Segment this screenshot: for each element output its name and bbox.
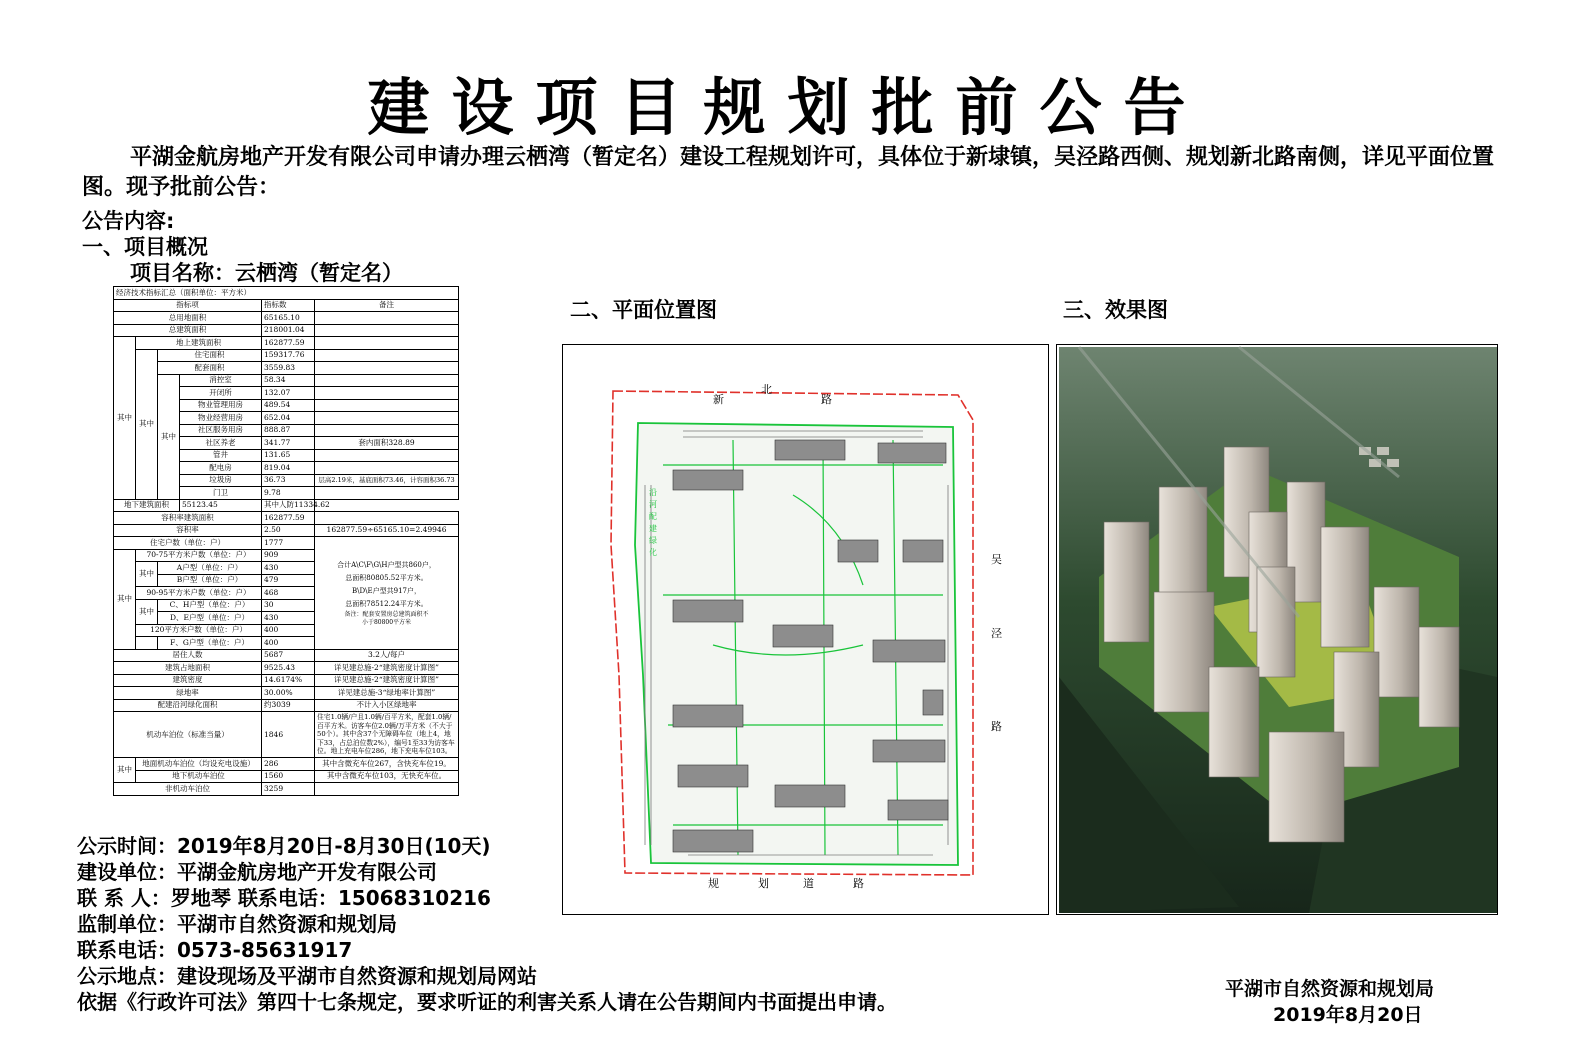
table-row [114,287,459,300]
table-cell [136,637,158,650]
map-label: 道 [803,877,814,890]
table-cell: 居住人数 [114,649,262,662]
table-cell [315,783,459,796]
table-cell: 286 [262,758,315,771]
table-cell: 开闭所 [180,387,262,400]
signature-date: 2019年8月20日 [1273,1004,1423,1026]
table-cell: 36.73 [262,474,315,487]
table-cell: 总建筑面积 [114,324,262,337]
map-label: 配 [649,512,657,521]
table-row [114,783,459,796]
table-cell: 建筑占地面积 [114,662,262,675]
table-cell: 层高2.19米，基底面积73.46，计容面积36.73 [315,474,459,487]
site-plan-drawing [563,345,1047,913]
table-cell: 70-75平方米户数（单位：户） [136,549,262,562]
table-cell: 其中人防11334.62 [262,499,315,512]
table-cell: 物业经营用房 [180,412,262,425]
table-cell: 地下建筑面积 [114,499,180,512]
notice-time: 公示时间：2019年8月20日-8月30日(10天) [77,834,491,858]
table-cell: 30 [262,599,315,612]
table-cell: 400 [262,637,315,650]
section-2-heading: 二、平面位置图 [570,298,717,322]
map-label: 吴 [991,553,1002,566]
table-cell: 社区服务用房 [180,424,262,437]
table-cell: 详见建总施-2“建筑密度计算图” [315,674,459,687]
table-cell: 162877.59÷65165.10=2.49946 [315,524,459,537]
table-cell: 配电房 [180,462,262,475]
table-cell: 479 [262,574,315,587]
merged-note: 合计A\C\F\G\H户型共860户， 总面积80805.52平方米。 B\D\E户型共917户， 总面积78512.24平方米。 备注：配套安置房总建筑面积不 小于80800平方米 [315,537,459,650]
table-cell: 888.87 [262,424,315,437]
table-cell: C、H户型（单位：户） [158,599,262,612]
table-cell: 其中 [114,337,136,500]
table-cell: 容积率 [114,524,262,537]
table-cell: 9.78 [262,487,315,500]
table-cell: 门卫 [180,487,262,500]
table-cell: 430 [262,612,315,625]
table-cell: 30.00% [262,687,315,700]
table-row [114,499,459,512]
table-cell: 建筑密度 [114,674,262,687]
table-cell: 物业管理用房 [180,399,262,412]
table-cell: 机动车泊位（标准当量） [114,712,262,758]
notice-place: 公示地点：建设现场及平湖市自然资源和规划局网站 [77,964,537,988]
table-cell: 住宅1.0辆/户且1.0辆/百平方米，配套1.0辆/百平方米。访客车位2.0辆/万平方米（不大于50个）。其中含37个无障碍车位（地上4，地下33，占总泊位数2%），编号1至33为访客车位。地上充电车位286，地下充电车位103。 [315,712,459,758]
notice-content-label: 公告内容: [82,209,175,233]
table-cell: 341.77 [262,437,315,450]
aerial-rendering [1059,347,1497,913]
map-label: 路 [991,720,1002,733]
table-cell: 3559.83 [262,362,315,375]
table-cell: D、E户型（单位：户） [158,612,262,625]
table-cell: 909 [262,549,315,562]
table-cell [315,512,459,525]
table-cell: 1560 [262,770,315,783]
table-cell [315,349,459,362]
map-label: 建 [649,524,657,533]
table-row [114,758,459,771]
rendering-frame [1056,344,1498,915]
table-cell: 垃圾房 [180,474,262,487]
table-cell: 218001.04 [262,324,315,337]
table-row [114,324,459,337]
table-row [114,312,459,325]
table-cell: 400 [262,624,315,637]
table-row [114,674,459,687]
table-cell: 132.07 [262,387,315,400]
table-cell: 套内面积328.89 [315,437,459,450]
legal-basis: 依据《行政许可法》第四十七条规定，要求听证的利害关系人请在公告期间内书面提出申请。 [77,990,897,1014]
table-cell [315,374,459,387]
table-cell: 90-95平方米户数（单位：户） [136,587,262,600]
map-label: 划 [758,877,769,890]
supervisor: 监制单位：平湖市自然资源和规划局 [77,912,397,936]
table-cell: 58.34 [262,374,315,387]
map-label: 河 [649,500,657,509]
table-cell: 配套面积 [158,362,262,375]
table-cell: 652.04 [262,412,315,425]
table-cell: 不计入小区绿地率 [315,699,459,712]
table-cell: 详见建总施-3“绿地率计算图” [315,687,459,700]
table-cell: 1846 [262,712,315,758]
map-label: 规 [708,877,719,890]
table-cell: 其中 [136,349,158,499]
project-name: 项目名称：云栖湾（暂定名） [130,261,403,285]
table-cell [315,387,459,400]
table-cell: 管井 [180,449,262,462]
table-cell: 地上建筑面积 [136,337,262,350]
map-label: 新 [713,393,724,406]
table-row [114,512,459,525]
table-cell: 819.04 [262,462,315,475]
indicator-table [113,286,459,796]
table-cell: 消控室 [180,374,262,387]
table-row [114,374,459,387]
table-row [114,770,459,783]
page-title: 建设项目规划批前公告 [367,71,1208,144]
map-label: 泾 [991,627,1002,640]
map-label: 化 [649,548,657,557]
table-cell: 备注 [315,299,459,312]
section-1-heading: 一、项目概况 [82,235,208,259]
table-cell: 120平方米户数（单位：户） [136,624,262,637]
table-cell: 159317.76 [262,349,315,362]
table-row [114,712,459,758]
table-row [114,524,459,537]
table-row [114,699,459,712]
table-cell: 3259 [262,783,315,796]
table-cell: B户型（单位：户） [158,574,262,587]
table-cell: 131.65 [262,449,315,462]
table-cell [315,362,459,375]
table-caption: 经济技术指标汇总（面积单位：平方米） [114,287,459,300]
table-row [114,687,459,700]
table-cell: 住宅面积 [158,349,262,362]
site-plan-frame [562,344,1049,915]
table-cell: A户型（单位：户） [158,562,262,575]
table-cell: 其中 [136,599,158,624]
table-cell [315,462,459,475]
table-row [114,362,459,375]
table-row [114,299,459,312]
table-cell: 非机动车泊位 [114,783,262,796]
table-cell: 容积率建筑面积 [114,512,262,525]
table-cell: 指标数 [262,299,315,312]
map-label: 绿 [649,536,657,545]
table-cell: 489.54 [262,399,315,412]
table-cell [315,424,459,437]
map-label: 路 [853,877,864,890]
section-3-heading: 三、效果图 [1063,298,1168,322]
table-row [114,662,459,675]
table-cell [315,399,459,412]
builder: 建设单位：平湖金航房地产开发有限公司 [77,860,437,884]
table-cell: 详见建总施-2“建筑密度计算图” [315,662,459,675]
table-cell: 其中 [158,374,180,499]
table-row [114,337,459,350]
table-cell: 地下机动车泊位 [136,770,262,783]
table-cell: 其中含微充车位267，含快充车位19。 [315,758,459,771]
table-cell: 1777 [262,537,315,550]
table-cell: 指标项 [114,299,262,312]
table-cell [315,312,459,325]
table-row [114,537,459,550]
table-cell: 配建沿河绿化面积 [114,699,262,712]
table-cell [315,412,459,425]
map-label: 路 [821,393,832,406]
table-cell: 约3039 [262,699,315,712]
table-cell: 社区养老 [180,437,262,450]
table-cell: 162877.59 [262,512,315,525]
table-cell: 468 [262,587,315,600]
table-cell: 其中 [136,562,158,587]
table-cell: 55123.45 [180,499,262,512]
table-cell: 65165.10 [262,312,315,325]
table-cell: 其中含微充车位103，无快充车位。 [315,770,459,783]
table-cell: 总用地面积 [114,312,262,325]
table-cell: F、G户型（单位：户） [158,637,262,650]
table-cell [315,487,459,500]
table-cell [315,337,459,350]
table-row [114,649,459,662]
table-cell [315,449,459,462]
table-cell: 2.50 [262,524,315,537]
map-label: 北 [761,383,772,396]
table-cell: 其中 [114,549,136,649]
table-cell: 5687 [262,649,315,662]
table-cell: 绿地率 [114,687,262,700]
table-cell: 430 [262,562,315,575]
supervisor-phone: 联系电话：0573-85631917 [77,938,353,962]
contact: 联 系 人：罗地琴 联系电话：15068310216 [77,886,491,910]
table-cell: 其中 [114,758,136,783]
table-cell: 9525.43 [262,662,315,675]
table-row [114,349,459,362]
table-cell [315,324,459,337]
table-cell: 162877.59 [262,337,315,350]
table-cell: 14.6174% [262,674,315,687]
signature-org: 平湖市自然资源和规划局 [1225,978,1435,1000]
table-cell: 住宅户数（单位：户） [114,537,262,550]
map-label: 沿 [649,488,657,497]
table-cell: 3.2人/每户 [315,649,459,662]
intro-paragraph: 平湖金航房地产开发有限公司申请办理云栖湾（暂定名）建设工程规划许可，具体位于新埭镇，吴泾路西侧、规划新北路南侧，详见平面位置图。现予批前公告： [82,145,1495,200]
table-cell: 地面机动车泊位（均设充电设施） [136,758,262,771]
